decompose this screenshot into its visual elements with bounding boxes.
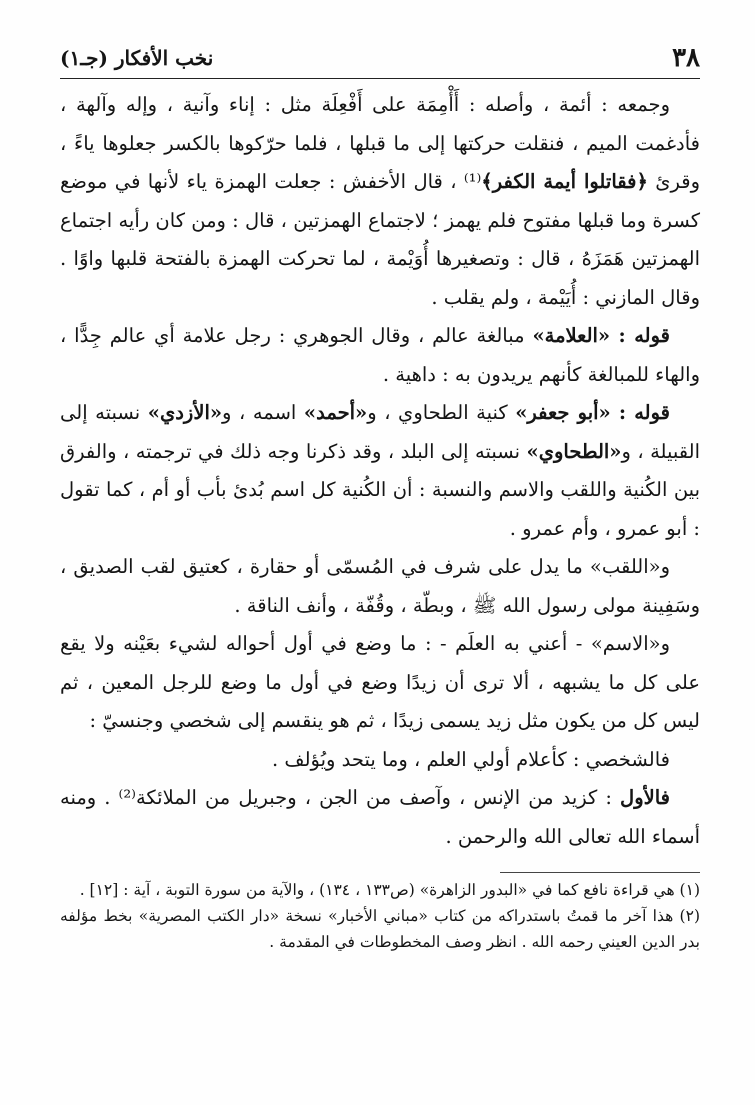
text-run: مبالغة عالم ، وقال الجوهري : رجل علامة أي عالم جِدًّا ، والهاء للمبالغة كأنهم يريدون به : داهية .: [60, 324, 700, 386]
text-run: نسبته إلى البلد ، وقد ذكرنا وجه ذلك في ترجمته ، والفرق بين الكُنية واللقب والاسم والنسبة : أن الكُنية كل اسم بُدئ بأب أو أم ، كما تقول : أبو عمرو ، وأم عمرو .: [60, 439, 700, 540]
bold-term: «الأزدي»: [147, 401, 223, 424]
footnote-2: (٢) هذا آخر ما قمتُ باستدراكه من كتاب «مباني الأخبار» نسخة «دار الكتب المصرية» بخط مؤلفه بدر الدين العيني رحمه الله . انظر وصف المخطوطات في المقدمة .: [60, 907, 700, 951]
paragraph-1: [60, 86, 700, 317]
text-run: فالشخصي : كأعلام أولي العلم ، وما يتحد ويُؤلف .: [272, 747, 670, 771]
footnote-1: (١) هي قراءة نافع كما في «البدور الزاهرة» (ص١٣٣ ، ١٣٤) ، والآية من سورة التوبة ، آية : [١٢] .: [79, 881, 700, 899]
bold-term: قوله : «أبو جعفر»: [515, 401, 670, 424]
main-text: [60, 86, 700, 856]
paragraph-2: [60, 317, 700, 394]
text-run: كنية الطحاوي ، و: [367, 401, 516, 424]
text-run: : كزيد من الإنس ، وآصف من الجن ، وجبريل من الملائكة⁽²⁾ . ومنه أسماء الله تعالى الله والرحمن .: [60, 786, 700, 848]
paragraph-5: [60, 625, 700, 741]
bold-term: قوله : «العلامة»: [532, 324, 670, 347]
bold-term: «الطحاوي»: [526, 439, 622, 463]
text-run: و«الاسم» - أعني به العلَم - : ما وضع في أول أحواله لشيء بعَيْنه ولا يقع على كل ما يشبهه ، ألا ترى أن زيدًا وضع في أول ما وضع للرجل المعين ، ثم ليس كل من يكون مثل زيد يسمى زيدًا ، ثم هو ينقسم إلى شخصي وجنسيّ :: [60, 632, 700, 732]
paragraph-3: [60, 394, 700, 548]
text-run: اسمه ، و: [222, 401, 304, 424]
bold-term: فالأول: [620, 786, 670, 809]
text-run: نسبته إلى القبيلة ، و: [60, 401, 701, 463]
text-run: و«اللقب» ما يدل على شرف في المُسمّى أو حقارة ، كعتيق لقب الصديق ، وسَفِينة مولى رسول الله ﷺ ، وبطّة ، وقُفّة ، وأنف الناقة .: [60, 555, 700, 617]
paragraph-7: [60, 779, 700, 856]
text-run: وجمعه : أئمة ، وأصله : أَأْمِمَة على أَفْعِلَة مثل : إناء وآنية ، وإله وآلهة ، فأدغمت الميم ، فنقلت حركتها إلى ما قبلها ، فلما حرّكوها بالكسر جعلوها ياءً ، وقرئ: [60, 93, 700, 193]
running-title: نخب الأفكار (جـ١): [60, 46, 214, 70]
footnotes: [60, 877, 700, 955]
paragraph-4: [60, 548, 700, 625]
page-body: [60, 86, 700, 955]
paragraph-6: [60, 741, 700, 780]
page-header: [60, 38, 700, 79]
bold-term: «أحمد»: [303, 401, 368, 424]
text-run: ⁽¹⁾ ، قال الأخفش : جعلت الهمزة ياء لأنها في موضع كسرة وما قبلها مفتوح فلم يهمز ؛ لاجتماع الهمزتين ، قال : ومن كان رأيه اجتماع الهمزتين هَمَزَهُ ، قال : وتصغيرها أُوَيْمة ، لما تحركت الهمزة بالفتحة قلبها واوًا . وقال المازني : أُيَيْمة ، ولم يقلب .: [60, 170, 700, 309]
page-number: ٣٨: [672, 43, 700, 73]
bold-term: ﴿فقاتلوا أيمة الكفر﴾: [481, 170, 648, 193]
footnote-separator: [500, 872, 700, 873]
